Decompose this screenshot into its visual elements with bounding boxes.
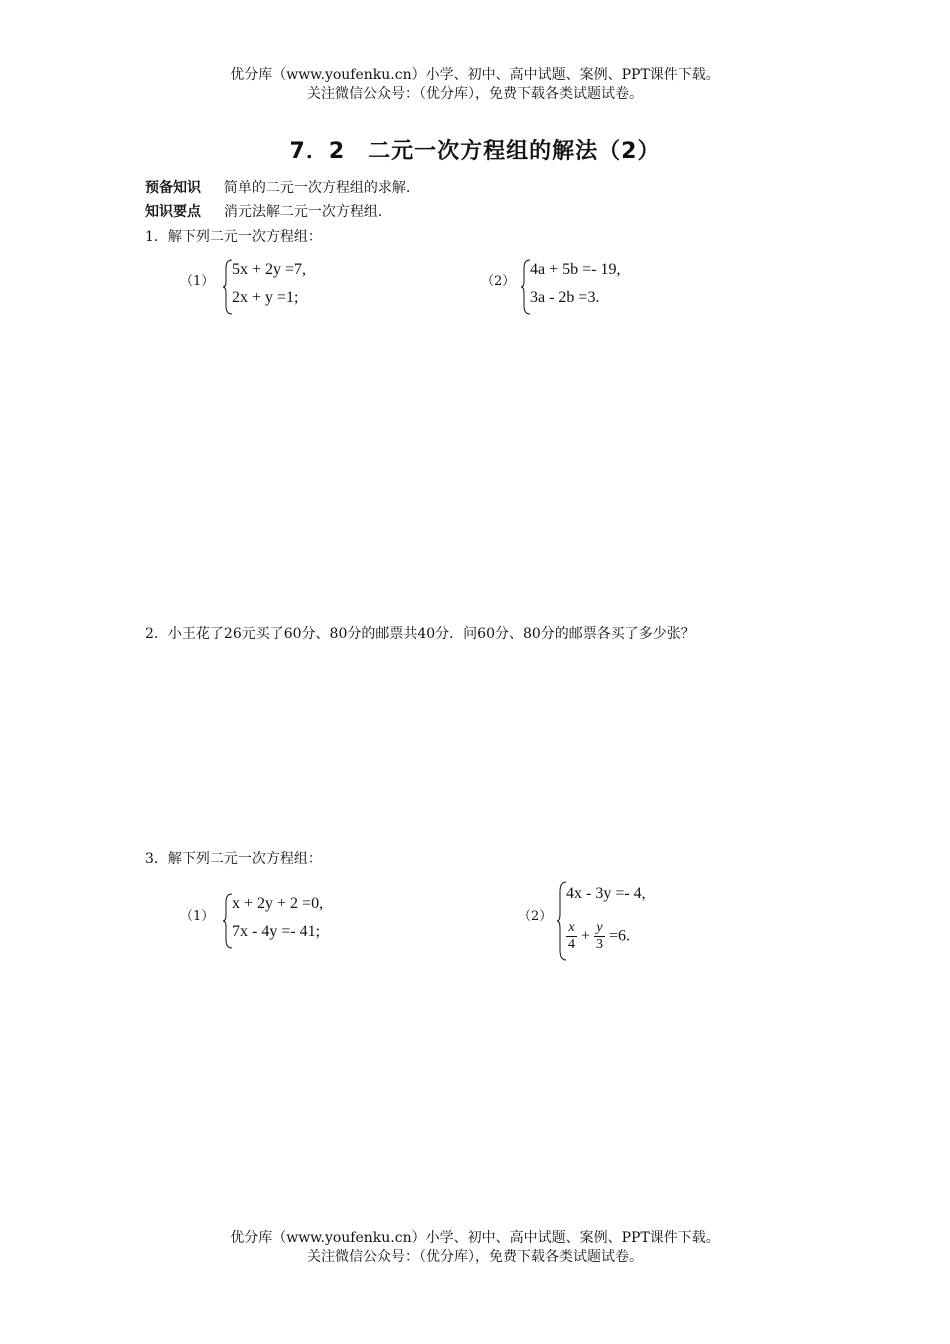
equation-rhs: =6. [609,927,631,945]
prep-label: 预备知识 [145,180,201,196]
fraction-numerator: x [566,920,577,937]
q1-part1-system [222,258,382,316]
fraction-x-over-4 [566,920,577,953]
footer-line-2: 关注微信公众号：（优分库），免费下载各类试题试卷。 [307,1249,643,1265]
q1-part2-tag: （2） [481,274,516,289]
q3-prompt: 3．解下列二元一次方程组： [145,851,322,867]
q2-prompt: 2．小王花了26元买了60分、80分的邮票共40分．问60分、80分的邮票各买了多少张？ [145,626,695,642]
header-line-2: 关注微信公众号：（优分库），免费下载各类试题试卷。 [307,86,643,102]
page-title: 7．2 二元一次方程组的解法（2） [289,139,661,164]
key-points [145,203,382,221]
q3-part1-system [222,892,392,950]
q1-prompt: 1．解下列二元一次方程组： [145,229,322,245]
q3-part1-tag: （1） [180,909,215,924]
footer-line-1: 优分库（www.youfenku.cn）小学、初中、高中试题、案例、PPT课件下载。 [230,1230,720,1246]
fraction-y-over-3 [594,920,605,953]
key-label: 知识要点 [145,204,201,220]
q1-part1-eq1: 5x + 2y =7, [232,261,307,278]
q1-part1-eq2: 2x + y =1; [232,289,299,306]
fraction-denominator: 3 [596,937,604,952]
q3-part1-eq1: x + 2y + 2 =0, [232,895,324,912]
prep-knowledge [145,179,410,197]
prep-text: 简单的二元一次方程组的求解. [223,180,411,196]
q3-part2-eq2 [566,920,630,953]
q1-part1-tag: （1） [180,274,215,289]
q1-part2-eq1: 4a + 5b =- 19, [530,261,621,278]
plus-sign: + [581,927,591,945]
q3-part2-tag: （2） [518,909,553,924]
fraction-denominator: 4 [568,937,575,952]
key-text: 消元法解二元一次方程组. [223,204,383,220]
header-line-1: 优分库（www.youfenku.cn）小学、初中、高中试题、案例、PPT课件下载。 [230,67,720,83]
q3-part2-system [556,880,726,962]
fraction-numerator: y [594,920,605,937]
q1-part2-eq2: 3a - 2b =3. [530,289,600,306]
q3-part1-eq2: 7x - 4y =- 41; [232,923,321,940]
q1-part2-system [520,258,690,316]
q3-part2-eq1: 4x - 3y =- 4, [566,885,646,902]
